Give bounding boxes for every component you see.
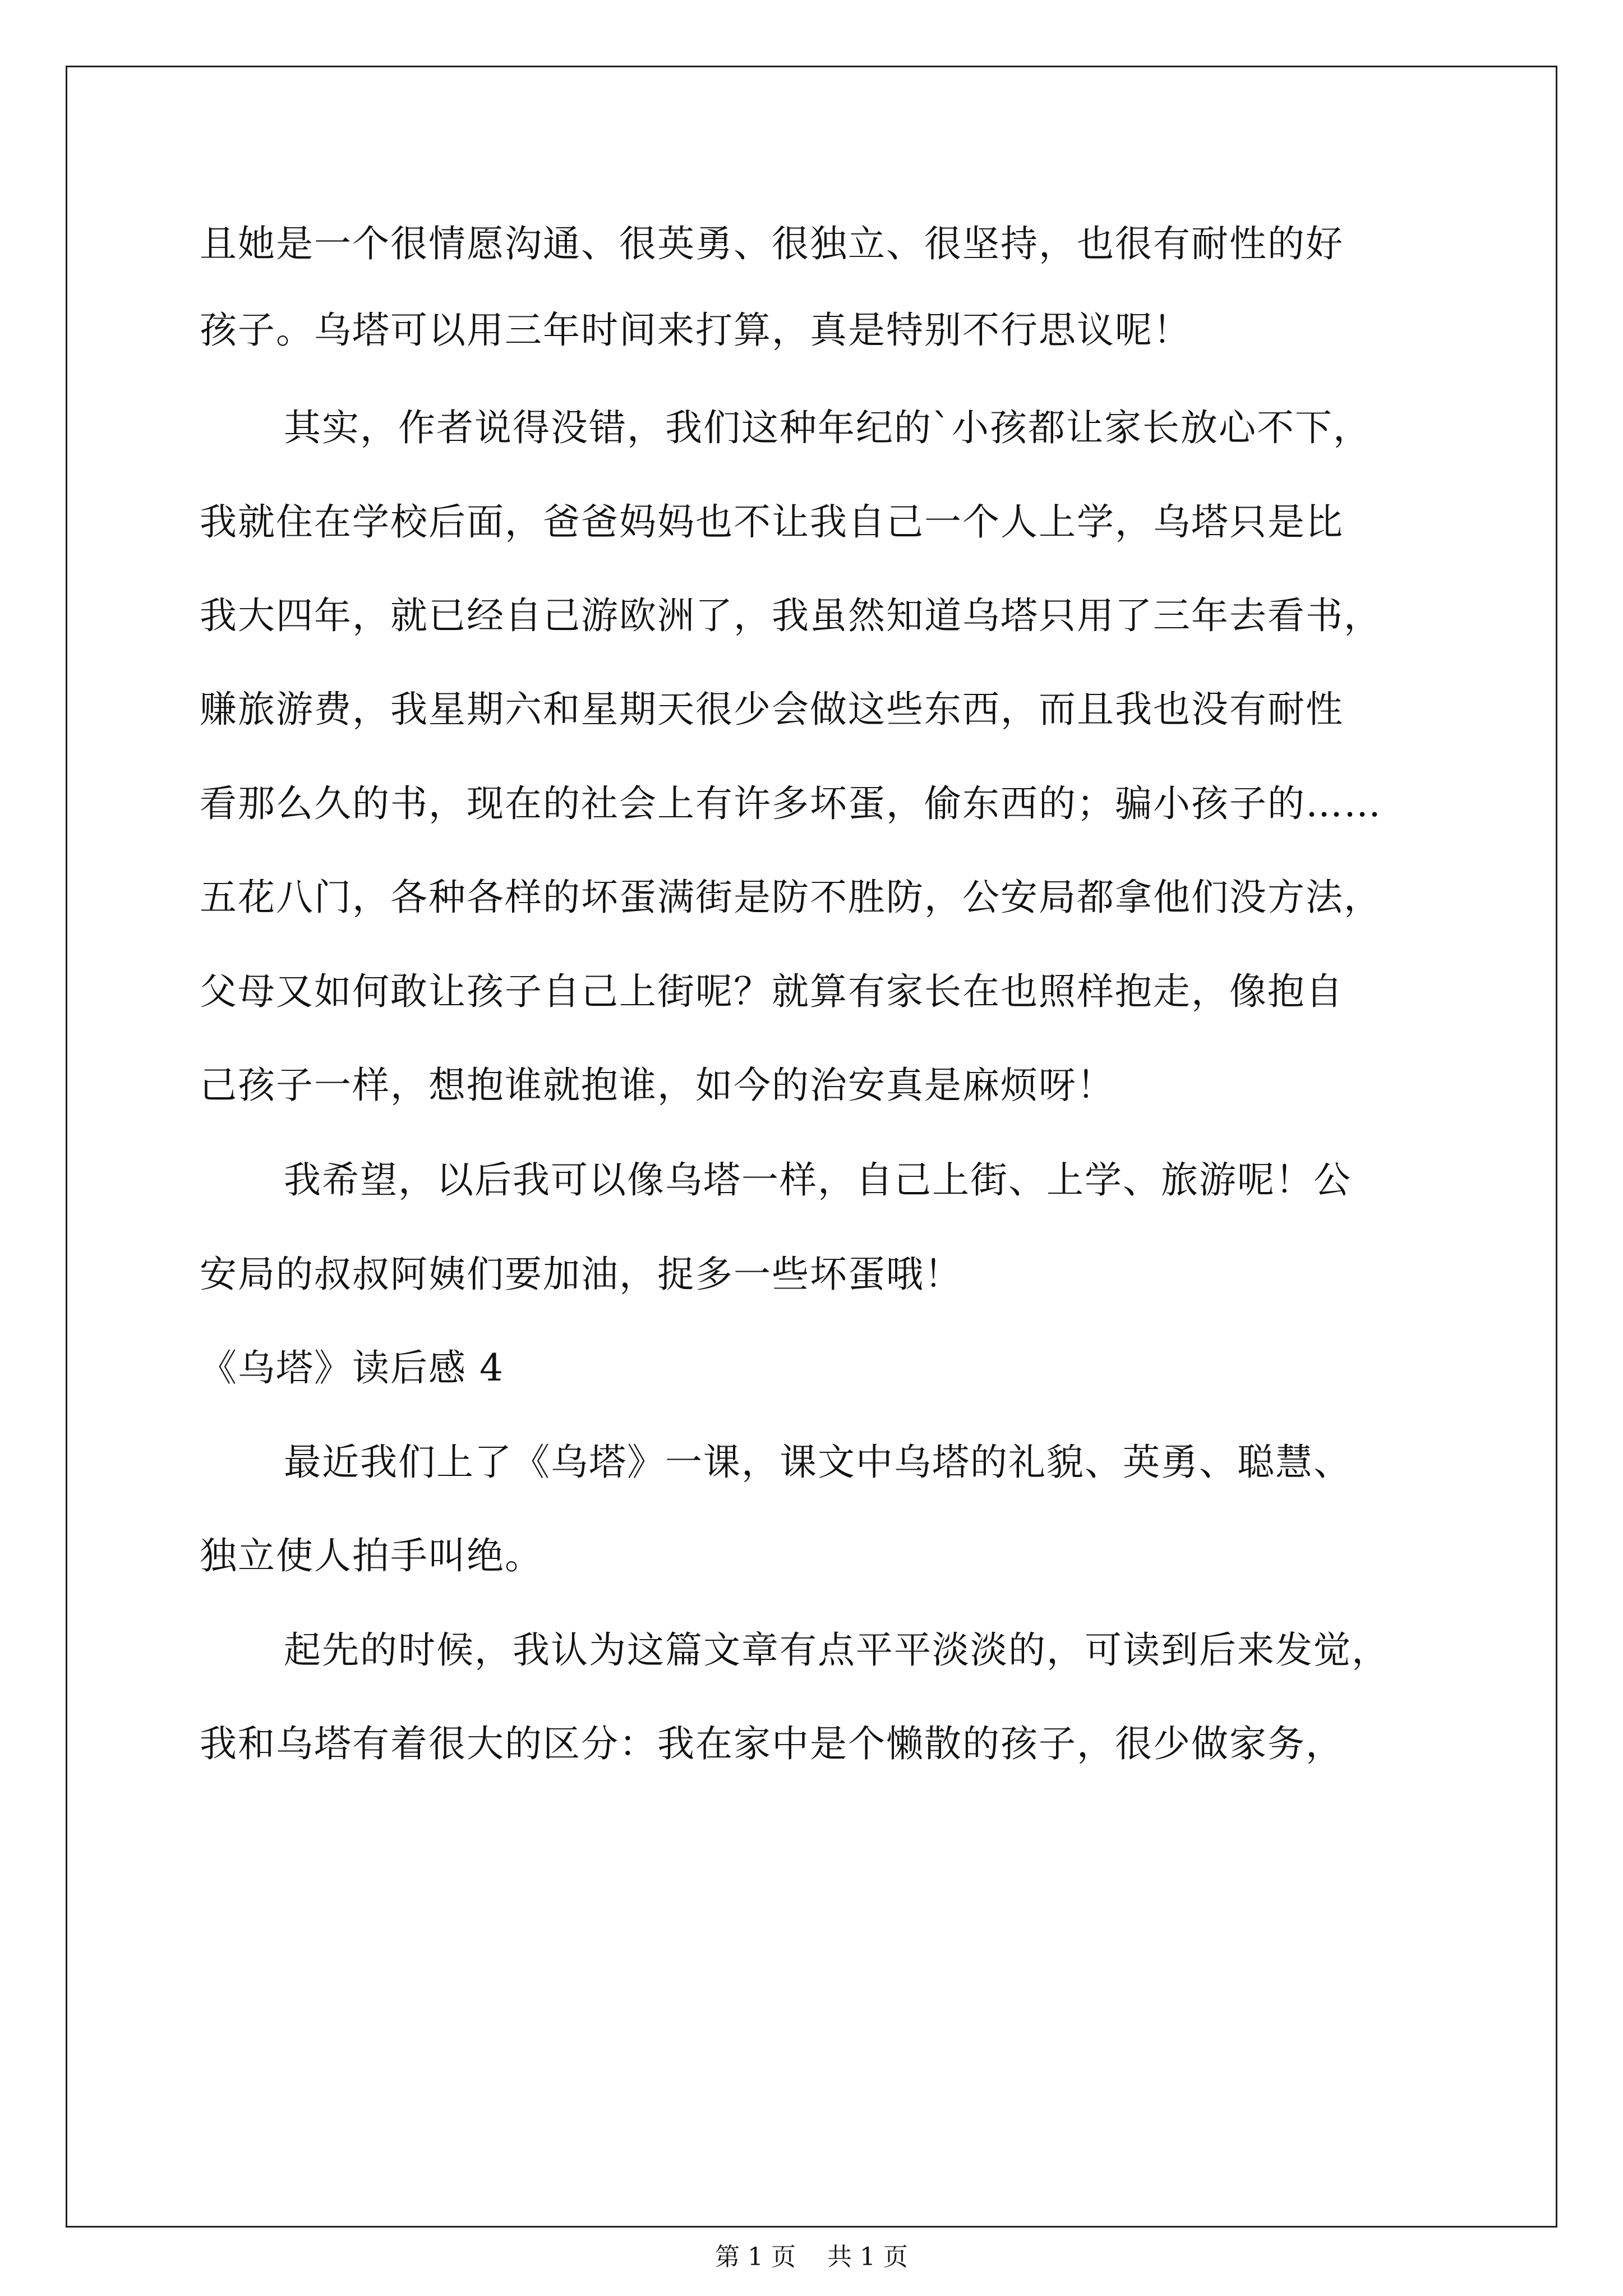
text-line: 孩子。乌塔可以用三年时间来打算，真是特别不行思议呢！ — [200, 309, 1191, 352]
text-line: 赚旅游费，我星期六和星期天很少会做这些东西，而且我也没有耐性 — [200, 688, 1344, 731]
paragraph-start-line: 我希望，以后我可以像乌塔一样，自己上街、上学、旅游呢！公 — [284, 1158, 1352, 1202]
paragraph-start-line: 起先的时候，我认为这篇文章有点平平淡淡的，可读到后来发觉， — [284, 1628, 1390, 1672]
text-line: 己孩子一样，想抱谁就抱谁，如今的治安真是麻烦呀！ — [200, 1064, 1115, 1107]
text-line: 我和乌塔有着很大的区分：我在家中是个懒散的孩子，很少做家务， — [200, 1722, 1344, 1765]
text-line: 独立使人拍手叫绝。 — [200, 1534, 543, 1577]
text-line: 父母又如何敢让孩子自己上街呢？就算有家长在也照样抱走，像抱自 — [200, 970, 1344, 1013]
text-line: 我大四年，就已经自己游欧洲了，我虽然知道乌塔只用了三年去看书， — [200, 594, 1382, 637]
text-line: 我就住在学校后面，爸爸妈妈也不让我自己一个人上学，乌塔只是比 — [200, 500, 1344, 544]
text-line: 安局的叔叔阿姨们要加油，捉多一些坏蛋哦！ — [200, 1253, 962, 1296]
section-heading: 《乌塔》读后感 4 — [200, 1346, 504, 1389]
text-line: 五花八门，各种各样的坏蛋满街是防不胜防，公安局都拿他们没方法， — [200, 876, 1382, 919]
page-number-footer: 第 1 页 共 1 页 — [715, 2243, 908, 2271]
text-line: 看那么久的书，现在的社会上有许多坏蛋，偷东西的；骗小孩子的…… — [200, 782, 1382, 825]
paragraph-start-line: 最近我们上了《乌塔》一课，课文中乌塔的礼貌、英勇、聪慧、 — [284, 1441, 1352, 1484]
page-border — [66, 66, 1557, 2228]
paragraph-start-line: 其实，作者说得没错，我们这种年纪的`小孩都让家长放心不下， — [284, 406, 1371, 449]
text-line: 且她是一个很情愿沟通、很英勇、很独立、很坚持，也很有耐性的好 — [200, 222, 1344, 265]
